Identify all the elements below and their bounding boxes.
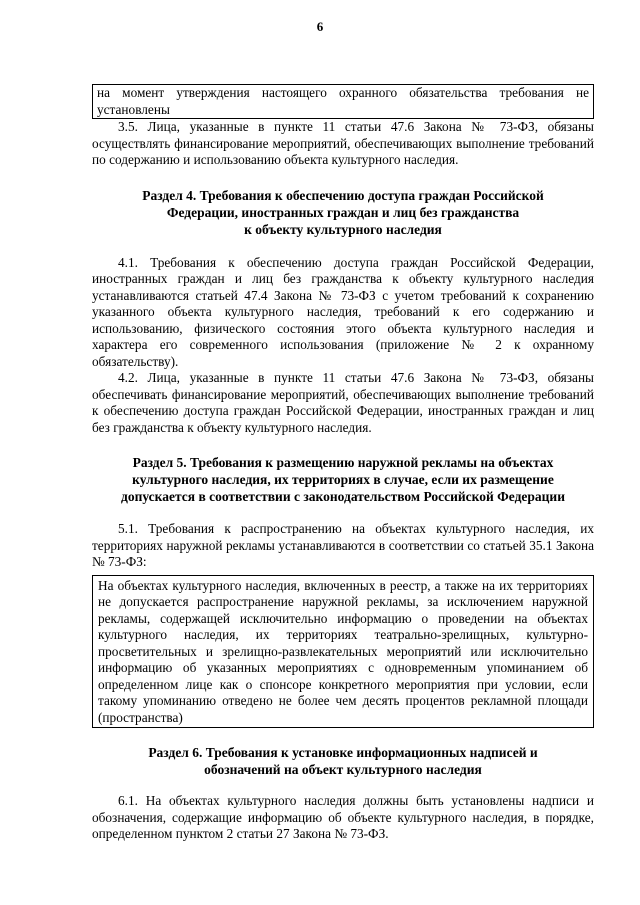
paragraph-4-1: 4.1. Требования к обеспечению доступа граждан Российской Федерации, иностранных граждан и лиц без гражданства к объекту культурного наследия устанавливаются статьей 47.4 Закона № 73-ФЗ с учетом требований к сохранению указанного объекта культурного наследия, требований к его содержанию и использованию, физического состояния этого объекта культурного наследия и характера его современного использования (приложение № 2 к охранному обязательству). [92,254,594,369]
paragraph-6-1: 6.1. На объектах культурного наследия должны быть установлены надписи и обозначения, содержащие информацию об объекте культурного наследия, в порядке, определенном пунктом 2 статьи 27 Закона № 73-ФЗ. [92,793,594,841]
section-5-title-line-2: культурного наследия, их территориях в случае, если их размещение [132,472,554,487]
section-5-title-line-3: допускается в соответствии с законодательством Российской Федерации [120,489,565,504]
paragraph-3-5: 3.5. Лица, указанные в пункте 11 статьи 47.6 Закона № 73-ФЗ, обязаны осуществлять финансирование мероприятий, обеспечивающих выполнение требований по содержанию и использованию объекта культурного наследия. [92,119,594,167]
paragraph-4-2: 4.2. Лица, указанные в пункте 11 статьи 47.6 Закона № 73-ФЗ, обязаны обеспечивать финансирование мероприятий, обеспечивающих выполнение требований к обеспечению доступа граждан Российской Федерации, иностранных граждан и лиц без гражданства к объекту культурного наследия. [92,370,594,435]
section-4-title-line-2: Федерации, иностранных граждан и лиц без гражданства [166,204,520,220]
section-5-title [92,454,594,505]
advertising-rules-box: На объектах культурного наследия, включенных в реестр, а также на их территориях не допускается распространение наружной рекламы, за исключением наружной рекламы, содержащей исключительно информацию о проведении на объектах культурного наследия, их территориях театрально-зрелищных, культурно-просветительных и зрелищно-развлекательных мероприятий или исключительно информацию об указанных мероприятиях с одновременным упоминанием об определенном лице как о спонсоре конкретного мероприятия при условии, если такому упоминанию отведено не более чем десять процентов рекламной площади (пространства) [92,575,594,729]
requirements-box-top: на момент утверждения настоящего охранного обязательства требования не установлены [92,84,594,119]
paragraph-5-1: 5.1. Требования к распространению на объектах культурного наследия, их территориях наружной рекламы устанавливаются в соответствии со статьей 35.1 Закона № 73-ФЗ: [92,521,594,569]
page-number: 6 [316,19,324,34]
section-4-title [92,187,594,238]
section-6-title [92,744,594,778]
section-6-title-line-2: обозначений на объект культурного наследия [204,762,482,777]
section-5-title-line-1: Раздел 5. Требования к размещению наружной рекламы на объектах [132,455,554,470]
section-4-title-line-1: Раздел 4. Требования к обеспечению доступа граждан Российской [142,187,544,203]
section-4-title-line-3: к объекту культурного наследия [244,221,442,237]
section-6-title-line-1: Раздел 6. Требования к установке информационных надписей и [148,745,538,760]
document-body [92,84,594,843]
